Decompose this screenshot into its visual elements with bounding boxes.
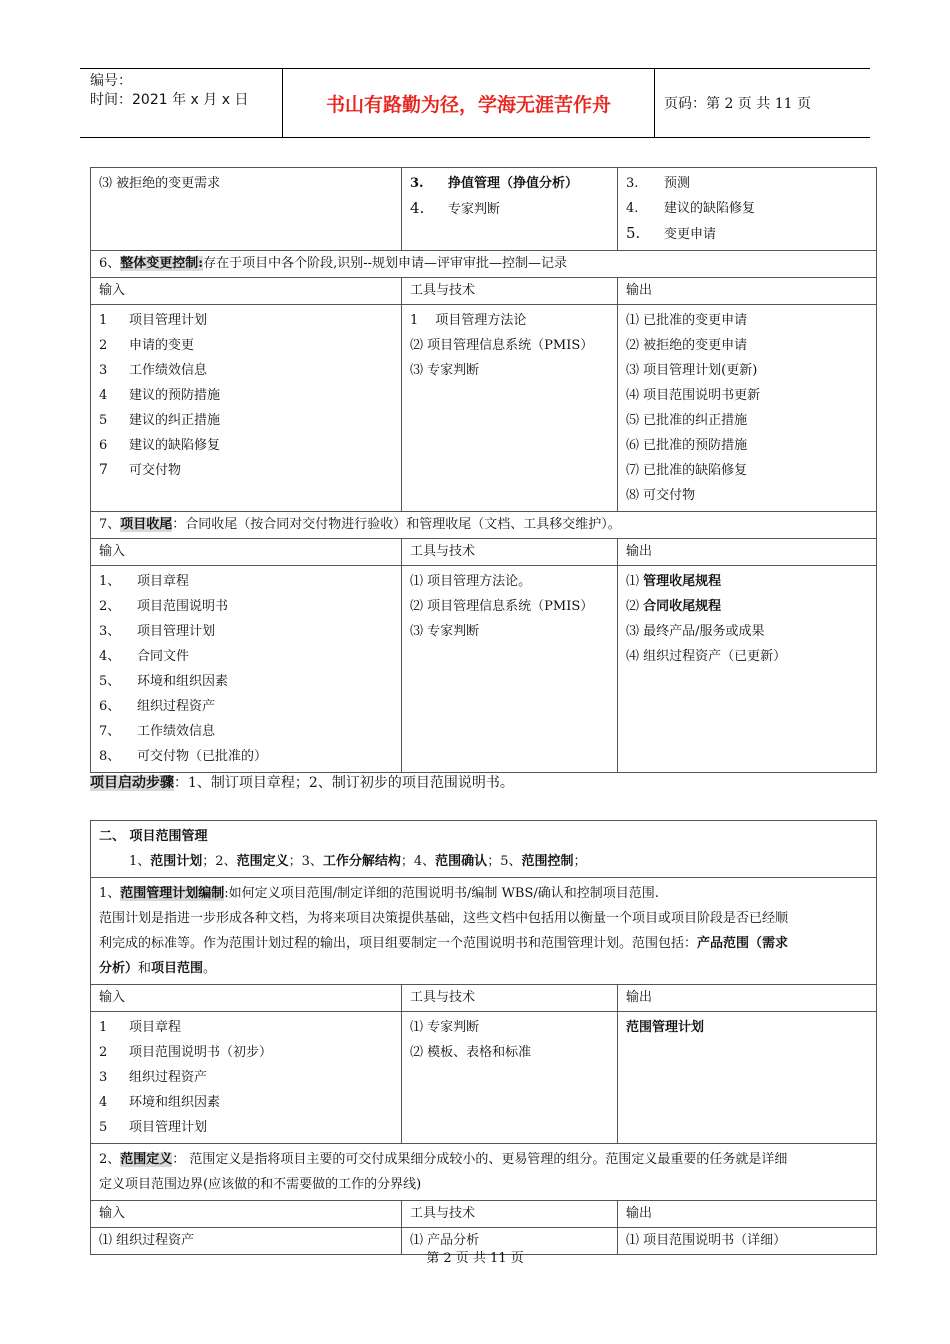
list-item: ⑶ 最终产品/服务或成果 xyxy=(626,624,765,639)
list-item: ⑵ 项目管理信息系统（PMIS） xyxy=(410,599,594,614)
list-item: 4、 合同文件 xyxy=(99,649,190,664)
list-item: 3、 项目管理计划 xyxy=(99,624,216,639)
list-item: 1 项目章程 xyxy=(99,1020,182,1035)
list-item: ⑶ 项目管理计划(更新) xyxy=(626,363,758,378)
list-item: 1 项目管理方法论 xyxy=(410,313,527,328)
tools-cell xyxy=(402,1012,618,1144)
list-item: ⑸ 已批准的纠正措施 xyxy=(626,413,748,428)
column-header-input: 输入 xyxy=(91,985,402,1012)
section-heading-row xyxy=(91,512,877,539)
column-header-output: 输出 xyxy=(618,278,877,305)
section-intro: 2、范围定义： 范围定义是指将项目主要的可交付成果细分成较小的、更易管理的组分。范围定义最重要的任务就是详细 xyxy=(99,1152,788,1167)
table-cell xyxy=(618,168,877,251)
section-heading: 7、项目收尾：合同收尾（按合同对交付物进行验收）和管理收尾（文档、工具移交维护）。 xyxy=(91,512,877,539)
list-item: ⑺ 已批准的缺陷修复 xyxy=(626,463,748,478)
section-paragraph: 范围计划是指进一步形成各种文档，为将来项目决策提供基础，这些文档中包括用以衡量一个项目或项目阶段是否已经顺 xyxy=(99,911,789,926)
section-title: 二、 项目范围管理 xyxy=(99,829,208,844)
header-page-number: 页码：第 2 页 共 11 页 xyxy=(664,96,811,112)
column-header-input: 输入 xyxy=(91,1201,402,1228)
section-title: 范围管理计划编制 xyxy=(120,886,225,901)
list-item: ⑵ 合同收尾规程 xyxy=(626,599,722,614)
column-header-tools: 工具与技术 xyxy=(402,1201,618,1228)
list-item: 5. 变更申请 xyxy=(626,224,717,242)
inputs-cell xyxy=(91,1012,402,1144)
list-item: ⑷ 组织过程资产（已更新） xyxy=(626,649,787,664)
tools-cell: ⑴ 产品分析 xyxy=(402,1228,618,1255)
list-item: 5、 环境和组织因素 xyxy=(99,674,229,689)
header-meta xyxy=(90,72,280,110)
list-item: 6 建议的缺陷修复 xyxy=(99,438,221,453)
list-item: ⑵ 模板、表格和标准 xyxy=(410,1045,532,1060)
list-item: ⑻ 可交付物 xyxy=(626,488,696,503)
list-item: 2 项目范围说明书（初步） xyxy=(99,1045,273,1060)
list-item: ⑴ 已批准的变更申请 xyxy=(626,313,748,328)
list-item: ⑴ 项目管理方法论。 xyxy=(410,574,532,589)
list-item: 3. 预测 xyxy=(626,176,691,191)
doc-number-label: 编号： xyxy=(90,73,132,89)
table-cell xyxy=(91,168,402,251)
section-heading xyxy=(91,878,877,985)
section-heading xyxy=(91,1144,877,1201)
column-header-output: 输出 xyxy=(618,539,877,566)
list-item: 2 申请的变更 xyxy=(99,338,195,353)
list-item: 1、 项目章程 xyxy=(99,574,190,589)
header-motto: 书山有路勤为径，学海无涯苦作舟 xyxy=(325,93,611,116)
column-header-input: 输入 xyxy=(91,539,402,566)
column-header-row xyxy=(91,1201,877,1228)
list-item: 7 可交付物 xyxy=(99,462,182,478)
list-item: 7、 工作绩效信息 xyxy=(99,724,216,739)
list-item: ⑶ 专家判断 xyxy=(410,363,480,378)
table-row xyxy=(91,168,877,251)
integration-management-table xyxy=(90,167,877,773)
header-divider xyxy=(654,69,655,137)
column-header-row xyxy=(91,539,877,566)
outputs-cell xyxy=(618,1012,877,1144)
scope-process-list: 1、范围计划；2、范围定义；3、工作分解结构；4、范围确认；5、范围控制； xyxy=(129,854,587,869)
list-item: 3 组织过程资产 xyxy=(99,1070,208,1085)
section-heading-row xyxy=(91,251,877,278)
list-item: 4. 专家判断 xyxy=(410,199,501,217)
section-heading-row xyxy=(91,878,877,985)
scope-management-table xyxy=(90,820,877,1255)
section-heading xyxy=(91,821,877,878)
inputs-cell xyxy=(91,566,402,773)
list-item: 范围管理计划 xyxy=(626,1020,705,1035)
column-header-row xyxy=(91,985,877,1012)
list-item: ⑹ 已批准的预防措施 xyxy=(626,438,748,453)
table-row xyxy=(91,566,877,773)
section-intro: 1、范围管理计划编制:如何定义项目范围/制定详细的范围说明书/编制 WBS/确认和控制项目范围. xyxy=(99,886,659,901)
list-item: 4. 建议的缺陷修复 xyxy=(626,201,756,216)
list-item: 6、 组织过程资产 xyxy=(99,699,216,714)
outputs-cell xyxy=(618,305,877,512)
list-item: ⑷ 项目范围说明书更新 xyxy=(626,388,761,403)
column-header-tools: 工具与技术 xyxy=(402,539,618,566)
list-item: 8、 可交付物（已批准的） xyxy=(99,749,268,764)
column-header-output: 输出 xyxy=(618,1201,877,1228)
section-paragraph: 利完成的标准等。作为范围计划过程的输出，项目组要制定一个范围说明书和范围管理计划。范围包括：产品范围（需求 xyxy=(99,936,789,951)
table-cell xyxy=(402,168,618,251)
column-header-tools: 工具与技术 xyxy=(402,985,618,1012)
list-item: ⑶ 专家判断 xyxy=(410,624,480,639)
list-item: 3 工作绩效信息 xyxy=(99,363,208,378)
section-heading-row xyxy=(91,821,877,878)
list-item: 5 建议的纠正措施 xyxy=(99,413,221,428)
column-header-tools: 工具与技术 xyxy=(402,278,618,305)
list-item: ⑵ 项目管理信息系统（PMIS） xyxy=(410,338,594,353)
table-row xyxy=(91,305,877,512)
section-title: 范围定义 xyxy=(120,1152,173,1167)
section-paragraph: 定义项目范围边界(应该做的和不需要做的工作的分界线) xyxy=(99,1177,422,1192)
list-item: ⑵ 被拒绝的变更申请 xyxy=(626,338,748,353)
column-header-row xyxy=(91,278,877,305)
page-header xyxy=(80,68,870,138)
tools-cell xyxy=(402,566,618,773)
section-heading-row xyxy=(91,1144,877,1201)
list-item: 5 项目管理计划 xyxy=(99,1120,208,1135)
list-item: 4 建议的预防措施 xyxy=(99,388,221,403)
page-footer: 第 2 页 共 11 页 xyxy=(426,1251,524,1266)
list-item: 2、 项目范围说明书 xyxy=(99,599,229,614)
column-header-input: 输入 xyxy=(91,278,402,305)
list-item: 1 项目管理计划 xyxy=(99,313,208,328)
tools-cell xyxy=(402,305,618,512)
list-item: ⑴ 管理收尾规程 xyxy=(626,574,722,589)
list-item: ⑴ 专家判断 xyxy=(410,1020,480,1035)
inputs-cell xyxy=(91,305,402,512)
column-header-output: 输出 xyxy=(618,985,877,1012)
startup-label: 项目启动步骤 xyxy=(90,775,174,791)
section-title: 整体变更控制: xyxy=(120,256,204,271)
outputs-cell: ⑴ 项目范围说明书（详细） xyxy=(618,1228,877,1255)
doc-time-label: 时间：2021 年 x 月 x 日 xyxy=(90,92,249,108)
startup-text: ：1、制订项目章程；2、制订初步的项目范围说明书。 xyxy=(174,775,514,791)
section-title: 项目收尾 xyxy=(120,517,173,532)
list-item: ⑶ 被拒绝的变更需求 xyxy=(99,176,221,191)
list-item: 4 环境和组织因素 xyxy=(99,1095,221,1110)
inputs-cell: ⑴ 组织过程资产 xyxy=(91,1228,402,1255)
list-item: 3. 挣值管理（挣值分析） xyxy=(410,176,579,191)
table-row xyxy=(91,1012,877,1144)
project-startup-steps xyxy=(90,772,514,792)
section-paragraph: 分析）和项目范围。 xyxy=(99,961,217,976)
outputs-cell xyxy=(618,566,877,773)
section-heading: 6、整体变更控制:存在于项目中各个阶段,识别--规划申请—评审审批—控制—记录 xyxy=(91,251,877,278)
